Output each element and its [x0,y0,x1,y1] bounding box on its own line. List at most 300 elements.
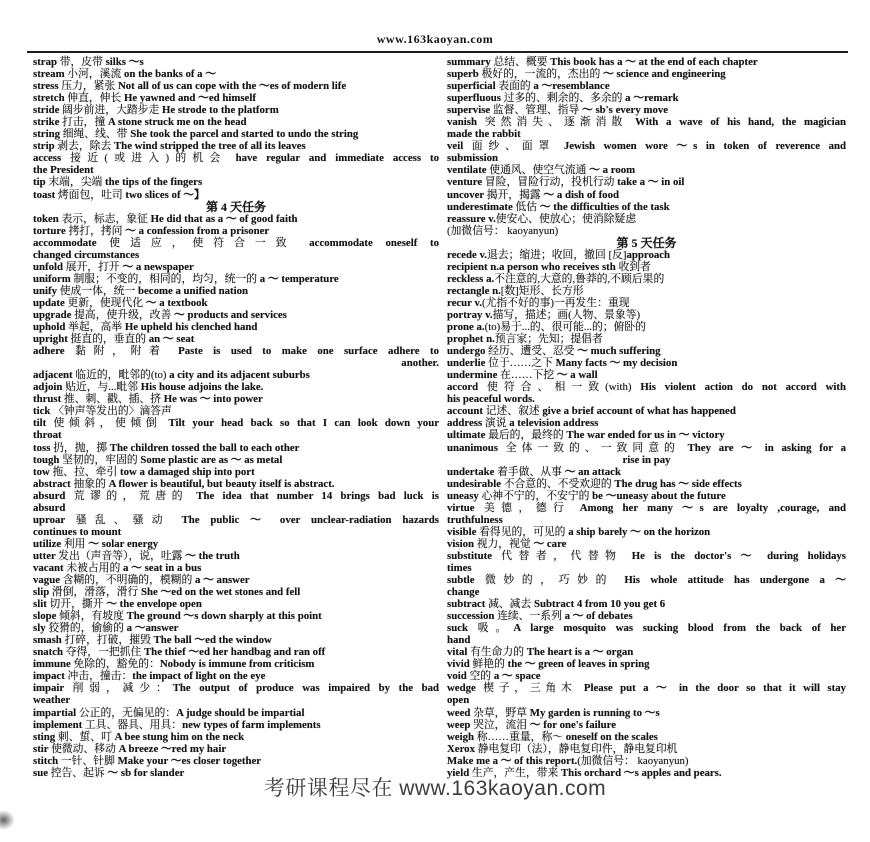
chinese-text: 使通风、使空气流通 [489,164,590,177]
english-text: vague [33,574,63,587]
vocab-line [447,345,846,357]
chinese-text: 使符合、相一致(with) [486,381,641,394]
vocab-line [33,249,439,261]
english-text: The idea that number 14 brings bad luck is [196,489,440,502]
vocab-line [33,237,439,249]
chinese-text: 演说 [484,417,510,430]
vocab-line [447,321,846,333]
vocab-line [447,249,846,261]
header-divider [27,51,848,53]
chinese-text: (加微信号： kaoyanyun) [577,754,689,767]
chinese-text: 有生命力的 [470,646,527,659]
chinese-text: 极好的，一流的，杰出的 [481,68,603,81]
english-text: weed [447,706,474,719]
english-text: portray v. [447,308,493,321]
english-text: stitch [33,754,61,767]
chinese-text: 刺、蜇、叮 [57,730,115,743]
english-text: 第 4 天任务 [205,199,266,214]
chinese-text: 不注意的,大意的,鲁莽的,不顾后果的 [494,272,665,285]
english-text: A bee stung him on the neck [114,730,245,743]
chinese-text: 称……重量，称～ [476,730,566,743]
english-text: ～ solar energy [88,537,159,550]
chinese-text: 生产，产生，带来 [471,766,561,779]
chinese-text: 鲜艳的 [472,658,508,671]
chinese-text: 退去；缩进；收回，撤回 [反] [486,248,627,261]
vocab-line [33,405,439,417]
english-text: a television address [509,417,599,430]
vocab-line [33,333,439,345]
english-text: the ～ green of leaves in spring [507,658,650,671]
vocab-line [33,369,439,381]
chinese-text: 使适应，使符合一致 [109,236,310,249]
chinese-text: 公正的，无偏见的： [78,706,177,719]
vocab-line [447,610,846,622]
vocab-line [447,502,846,514]
english-text: tough [33,453,63,466]
chinese-text: 看得见的，可见的 [479,525,569,538]
english-text: undergo [447,345,489,358]
english-text: throat [33,429,62,442]
english-text: The public ～ over unclear-radiation hazards [181,513,440,526]
vocab-line [33,261,439,273]
vocab-line [447,731,846,743]
english-text: veil [447,140,472,153]
english-text: Many facts ～ my decision [555,357,678,370]
english-text: made the rabbit [447,128,521,141]
english-text: account [447,405,486,418]
english-text: subtract [447,598,489,611]
english-text: uphold [33,321,69,334]
chinese-text: 使倾斜，使倾倒 [53,417,169,430]
english-text: sly [33,622,49,635]
vocab-line [447,526,846,538]
chinese-text: 展开，打开 [65,260,123,273]
vocab-line [447,622,846,634]
vocab-line [447,743,846,755]
english-text: He upheld his clenched hand [124,321,258,334]
english-text: underestimate [447,200,516,213]
english-text: The heart is a ～ organ [526,646,634,659]
english-text: a ～ of debates [564,610,633,623]
english-text: on the banks of a ～ [123,68,217,81]
chinese-text: 一针、针脚 [60,754,118,767]
chinese-text: (to)易于...的、很可能...的；俯卧的 [484,321,646,334]
vocab-line [33,526,439,538]
english-text: prone a. [447,321,485,334]
english-text: The war ended for us in ～ victory [566,429,725,442]
chinese-text: 含糊的，不明确的，模糊的 [62,574,195,587]
english-text: adjoin [33,381,66,394]
english-text: ～ products and services [173,308,287,321]
english-text: subtle [447,574,485,587]
chinese-text: 美德，德行 [483,501,580,514]
chinese-text: 描写，描述；画(人物、景象等) [492,308,641,321]
chinese-text: 免除的，豁免的： [73,658,160,671]
english-text: uniform [33,272,74,285]
chinese-text: 使微动、移动 [51,742,119,755]
chinese-text: 楔子，三角木 [483,682,584,695]
chinese-text: 静电复印（法），静电复印件，静电复印机 [477,742,678,755]
chinese-text: 位于……之下 [488,357,556,370]
english-text: update [33,296,68,309]
vocab-line [447,80,846,92]
vocab-line [447,405,846,417]
vocab-line [447,116,846,128]
english-text: utilize [33,537,64,550]
chinese-text: 突然消失、逐渐消散 [484,116,636,129]
chinese-text: 烤面包，吐司 [57,188,126,201]
english-text: address [447,417,485,430]
english-text: ～ a room [589,164,636,177]
english-text: ～ care [533,537,567,550]
chinese-text: 打击，撞 [62,116,108,129]
vocab-line [447,574,846,586]
english-text: tip [33,176,49,189]
vocab-line [33,694,439,706]
chinese-text: 最后的，最终的 [488,429,567,442]
chinese-text: 阔步前进，大踏步走 [62,104,162,117]
english-text: silks ～s [105,56,144,68]
vocab-line [447,104,846,116]
chinese-text: 带，皮带 [59,56,106,68]
english-text: abstract [33,477,74,490]
english-text: weep [447,718,474,731]
english-text: snatch [33,646,66,659]
english-text: ultimate [447,429,489,442]
english-text: torture [33,224,69,237]
vocab-line [33,707,439,719]
vocab-line [33,176,439,188]
english-text: Paste is used to make one surface adhere to [178,345,439,358]
english-text: give a brief account of what has happened [542,405,736,418]
english-text: hand [447,634,471,647]
vocab-line [33,225,439,237]
chinese-text: 细绳、线、带 [62,128,131,141]
english-text: adhere [33,345,76,358]
chinese-text: 使安心、使放心；使消除疑虑 [495,212,637,225]
header-url: www.163kaoyan.com [376,32,494,46]
chinese-text: 挺直的，垂直的 [70,333,149,346]
vocab-line [33,297,439,309]
english-text: His violent action do not accord with [640,381,846,394]
english-text: sue [33,766,51,779]
chinese-text: 滑倒，滑落，滑行 [51,586,141,599]
english-text: The wind stripped the tree of all its leaves [113,140,306,153]
english-text: changed circumstances [33,248,140,261]
english-text: absurd [33,501,66,514]
vocab-line [33,357,439,369]
english-text: ventilate [447,164,490,177]
vocab-line [447,285,846,297]
english-text: a ～answer [126,622,179,635]
english-text: Some plastic are as ～ as metal [140,453,283,466]
english-text: token [33,212,62,225]
chinese-text: 〈钟声等发出的〉滴答声 [53,405,172,418]
vocab-line [33,92,439,104]
english-text: open [447,694,470,707]
chinese-text: 减、减去 [488,598,534,611]
vocab-line [447,646,846,658]
vocab-line [447,140,846,152]
chinese-text: 夺得，一把抓住 [65,646,144,659]
vocab-line [447,670,846,682]
english-text: become a unified nation [137,284,249,297]
chinese-text: 收到者 [618,260,651,273]
chinese-text: 冒险，冒险行动，投机行动 [484,176,618,189]
english-text: A judge should be impartial [176,706,305,719]
chinese-text: (尤指不好的事)一再发生：重现 [481,296,630,309]
chinese-text: 全体一致的、一致同意的 [505,441,688,454]
chinese-text: 表示，标志，象征 [61,212,151,225]
english-text: stretch [33,92,68,105]
english-text: the President [33,164,94,177]
english-text: She ～ed on the wet stones and fell [140,586,301,599]
chinese-text: 心神不宁的，不安宁的 [481,489,593,502]
english-text: ～ a dish of food [543,188,619,201]
chinese-text: 冲击，撞击： [67,670,133,683]
english-text: a ～remark [625,92,679,105]
english-text: accord [447,381,487,394]
english-text: Subtract 4 from 10 you get 6 [533,598,666,611]
english-text: his peaceful words. [447,393,535,406]
english-text: unfold [33,260,66,273]
chinese-text: 更新，使现代化 [67,296,146,309]
vocab-line [33,719,439,731]
english-text: thrust [33,393,64,406]
chinese-text: 哭泣，流泪 [473,718,530,731]
english-text: virtue [447,501,484,514]
english-text: With a wave of his hand, the magician [635,116,847,129]
vocab-line [33,345,439,357]
chinese-text: 不合意的、不受欢迎的 [503,477,615,490]
english-text: recipient n. [447,260,499,273]
english-text: vacant [33,561,67,574]
english-text: upgrade [33,308,75,321]
chinese-text: 利用 [63,537,89,550]
english-text: ～ a textbook [145,296,208,309]
chinese-text: 面纱、面罩 [471,140,564,153]
vocab-line [33,68,439,80]
english-text: He did that as a ～ of good faith [150,212,298,225]
chinese-text: 吸。 [477,622,514,635]
vocab-line [447,309,846,321]
english-text: Xerox [447,742,478,755]
english-text: stride [33,104,63,117]
section-heading [447,237,846,249]
chinese-text: 小河，溪流 [67,68,124,81]
english-text: a ～ seat in a bus [122,561,202,574]
vocab-line [33,454,439,466]
english-text: string [33,128,63,141]
chinese-text: 末端，尖端 [48,176,105,189]
vocab-line [447,261,846,273]
vocab-line [447,189,846,201]
english-text: access [33,152,71,165]
english-text: They are ～ in asking for a [687,441,846,454]
vocab-line [447,454,846,466]
english-text: undertake [447,465,498,478]
vocab-line [33,502,439,514]
english-text: Among her many ～s are loyalty ,courage, and [579,501,846,514]
right-column [447,56,846,779]
english-text: absurd [33,489,74,502]
english-text: sting [33,730,58,743]
vocab-line [33,80,439,92]
english-text: He yawned and ～ed himself [123,92,256,105]
vocab-line [33,104,439,116]
english-text: be ～uneasy about the future [592,489,726,502]
english-text: summary [447,56,494,68]
vocab-line [447,297,846,309]
chinese-text: 制服；不变的，相同的，均匀，统一的 [73,272,260,285]
english-text: ～ science and engineering [602,68,726,81]
vocab-line [33,152,439,164]
vocab-line [33,417,439,429]
vocab-line [447,56,846,68]
english-text: implement [33,718,85,731]
english-text: slip [33,586,52,599]
english-text: Jewish women wore ～s in token of reverence and [563,140,847,153]
english-text: two slices of ～】 [125,188,205,201]
english-text: succession [447,610,498,623]
english-text: The ball ～ed the window [153,634,272,647]
chinese-text: 视力，视觉 [476,537,534,550]
english-text: uproar [33,513,76,526]
vocab-line [33,634,439,646]
english-text: another. [401,357,439,370]
section-heading [33,201,439,213]
english-text: unify [33,284,60,297]
english-text: ～ an attack [564,465,621,478]
english-text: new types of farm implements [182,718,321,731]
vocab-line [33,586,439,598]
english-text: ～ the difficulties of the task [539,200,670,213]
chinese-text: 黏附，附着 [75,345,179,358]
vocab-line [447,369,846,381]
english-text: A large mosquito was sucking blood from the back of her [513,622,847,635]
english-text: ～ much suffering [577,345,661,358]
chinese-text: 推、刺、戳、插、挤 [63,393,164,406]
english-text: accommodate [33,236,110,249]
english-text: accommodate oneself to [309,236,440,249]
english-text: The drug has ～ side effects [614,477,742,490]
vocab-line [33,610,439,622]
vocab-line [33,321,439,333]
english-text: tow [33,465,53,478]
english-text: undermine [447,369,501,382]
english-text: ～ for one's failure [529,718,617,731]
vocab-line [447,357,846,369]
english-text: vivid [447,658,473,671]
english-text: Make me a ～ of this report. [447,754,578,767]
chinese-text: 使成一体，统一 [59,284,138,297]
chinese-text: 坚韧的，牢固的 [62,453,141,466]
english-text: times [447,561,472,574]
vocab-line [447,562,846,574]
english-text: Please put a ～ in the door so that it will stay [583,682,847,695]
english-text: ～ a wall [556,369,598,382]
vocab-line [447,333,846,345]
english-text: Make your ～es closer together [117,754,262,767]
english-text: a ～ temperature [259,272,339,285]
english-text: uneasy [447,489,482,502]
chinese-text: 扔，抛，掷 [53,441,110,454]
chinese-text: 提高，使升级，改善 [74,308,174,321]
chinese-text: 打碎，打破，摧毁 [64,634,154,647]
chinese-text: 连续、一系列 [497,610,565,623]
vocab-line [33,140,439,152]
english-text: His house adjoins the lake. [140,381,264,394]
english-text: Not all of us can cope with the ～es of modern life [117,80,347,93]
vocab-line [447,417,846,429]
vocab-line [33,285,439,297]
english-text: a person who receives sth [498,260,619,273]
vocab-line [447,634,846,646]
vocab-line [33,56,439,68]
english-text: He strode to the platform [161,104,279,117]
vocab-line [447,164,846,176]
vocab-line [33,658,439,670]
english-text: continues to mount [33,525,122,538]
english-text: unanimous [447,441,506,454]
vocab-line [33,514,439,526]
english-text: strip [33,140,58,153]
chinese-text: 剥去，除去 [57,140,114,153]
chinese-text: 经历、遭受、忍受 [488,345,578,358]
chinese-text: 工具、器具、用具： [84,718,183,731]
english-text: ～ the envelope open [106,598,202,611]
vocab-line [33,164,439,176]
vocab-line [33,743,439,755]
english-text: change [447,586,480,599]
english-text: She took the parcel and started to undo the string [130,128,359,141]
english-text: a ship barely ～ on the horizon [568,525,711,538]
chinese-text: 揭开，揭露 [486,188,544,201]
chinese-text: 伸直，伸长 [67,92,124,105]
english-text: A breeze ～red my hair [118,742,227,755]
chinese-text: 在……下挖 [500,369,557,382]
english-text: He was ～ into power [163,393,263,406]
english-text: A flower is beautiful, but beauty itself is abstract. [108,477,335,490]
english-text: approach [626,248,671,261]
english-text: stress [33,80,62,93]
vocab-line [447,719,846,731]
english-text: have regular and immediate access to [235,152,440,165]
chinese-text: 荒谬的，荒唐的 [73,489,197,502]
english-text: ～ a newspaper [122,260,194,273]
vocab-line [447,658,846,670]
english-text: recur v. [447,296,482,309]
vocab-line [33,116,439,128]
english-text: underlie [447,357,489,370]
vocab-line [33,429,439,441]
vocab-line [447,273,846,285]
chinese-text: 骚乱、骚动 [75,513,182,526]
english-text: My garden is running to ～s [529,706,660,719]
english-text: vanish [447,116,485,129]
vocab-line [447,478,846,490]
english-text: the tips of the fingers [105,176,203,189]
vocab-line [33,562,439,574]
english-text: The children tossed the ball to each other [109,441,300,454]
chinese-text: 临近的，毗邻的(to) [75,369,170,382]
chinese-text: 贴近，与...毗邻 [65,381,141,394]
english-text: superb [447,68,482,81]
vocab-line [447,490,846,502]
english-text: weigh [447,730,477,743]
chinese-text: 微妙的，巧妙的 [484,574,625,587]
vocab-line [447,538,846,550]
